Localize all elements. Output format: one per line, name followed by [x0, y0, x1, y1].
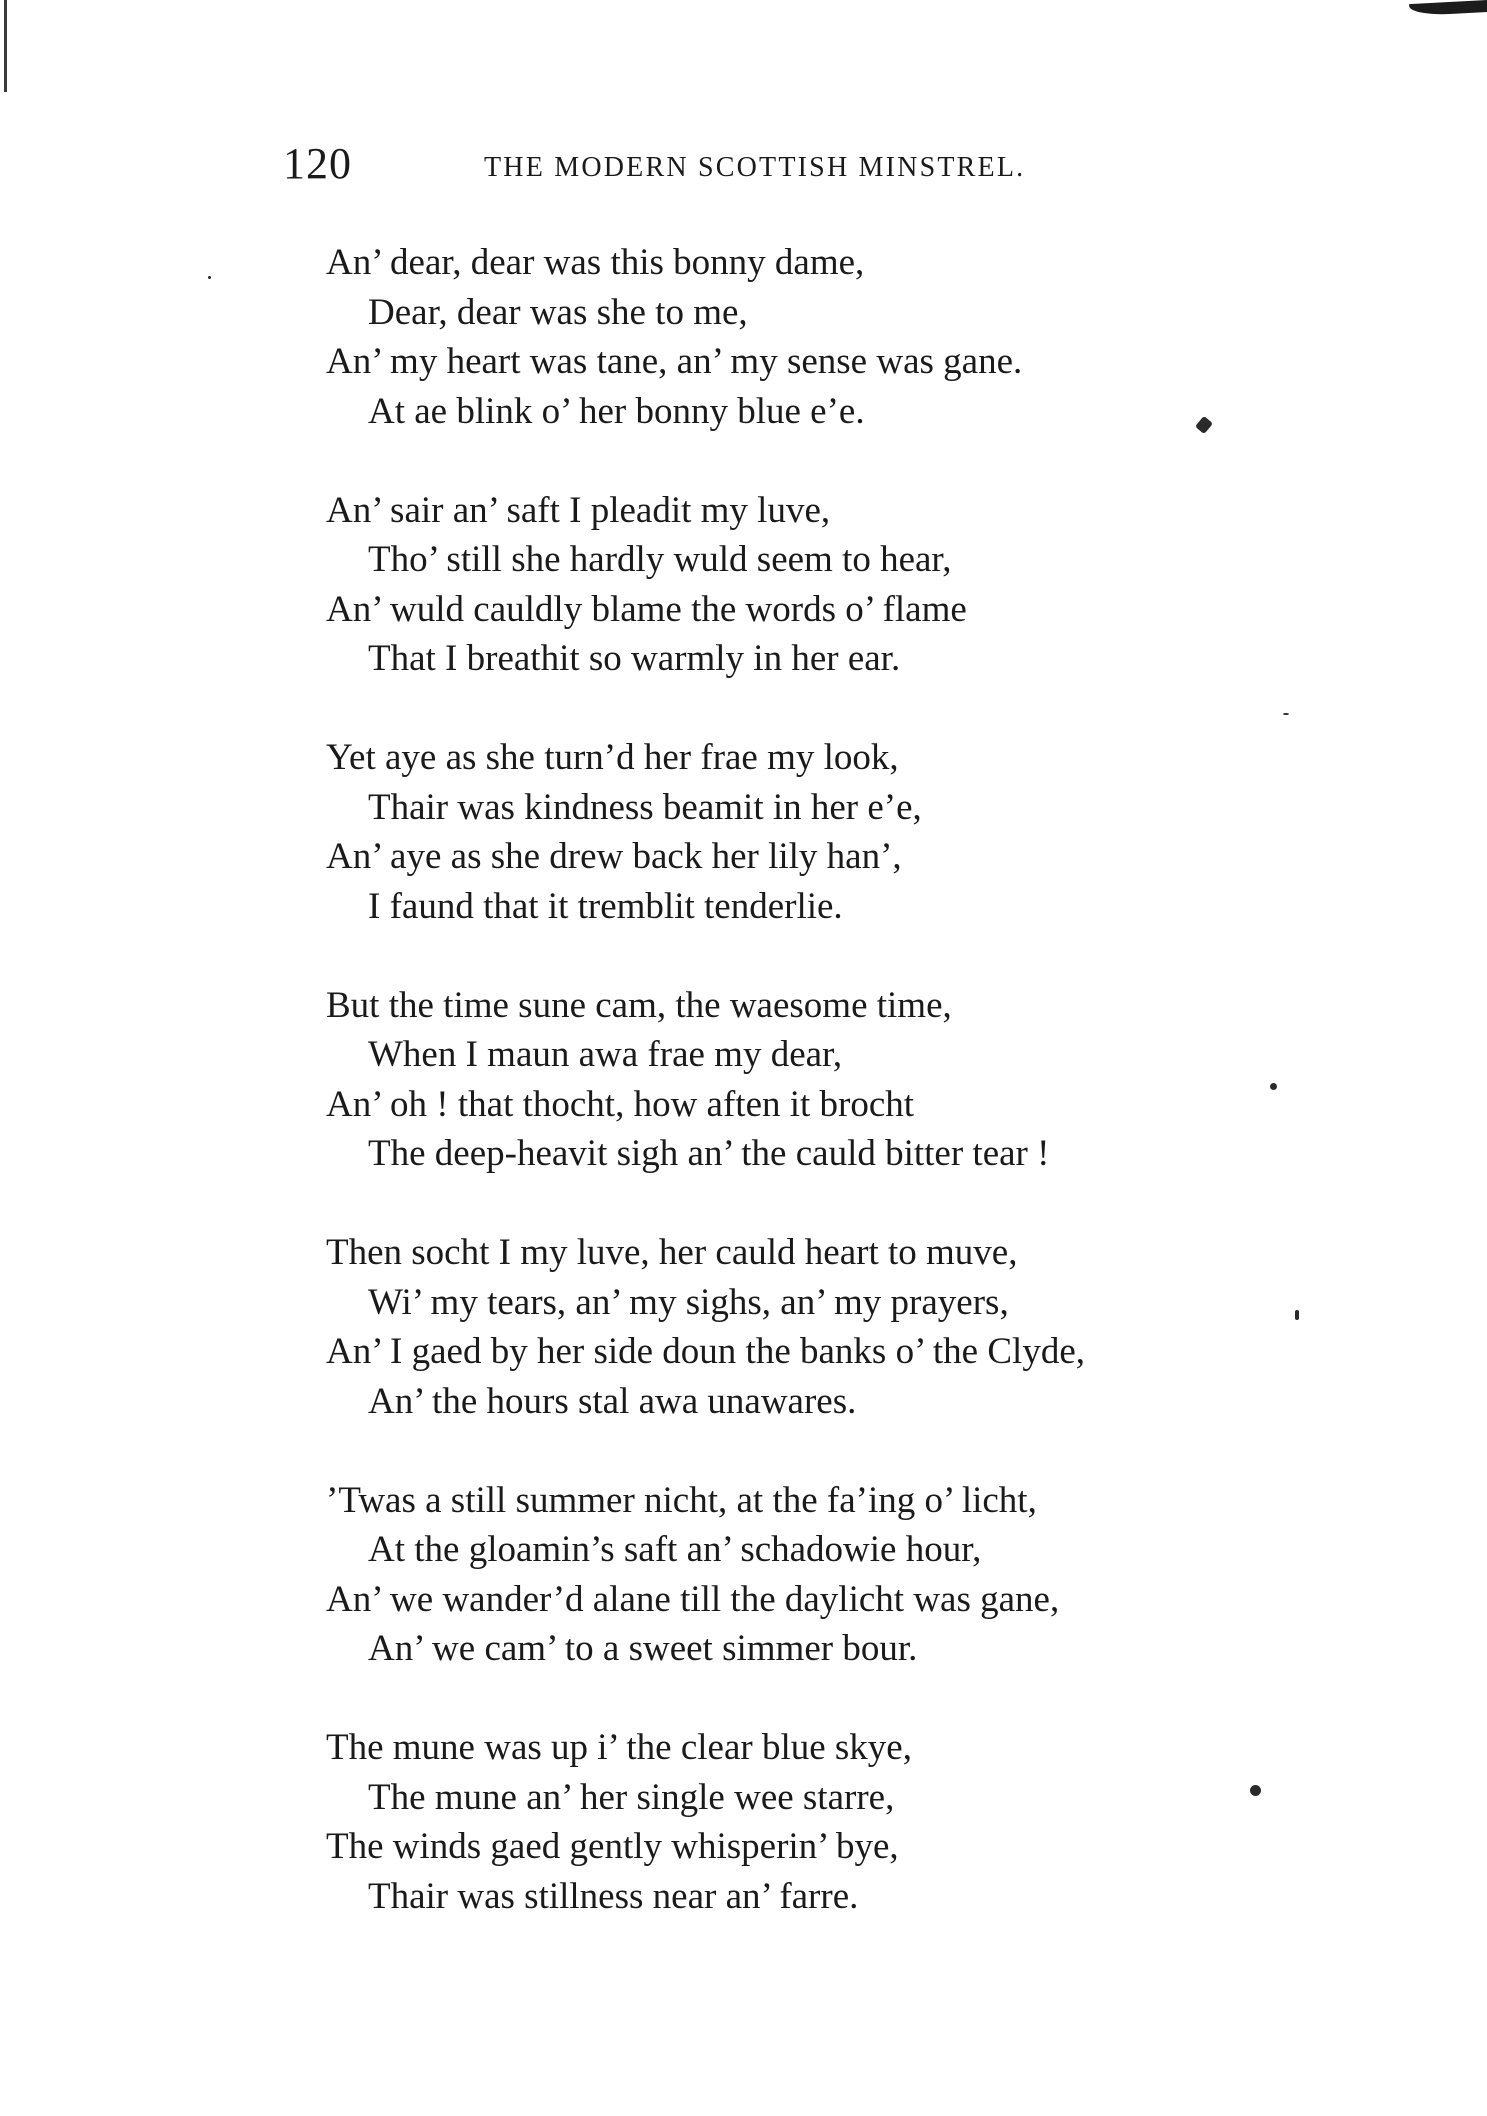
poem-line: Thair was stillness near an’ farre.	[368, 1875, 859, 1917]
poem-line: Dear, dear was she to me,	[368, 291, 748, 333]
poem-line: An’ my heart was tane, an’ my sense was gane.	[326, 341, 1023, 382]
poem-line: But the time sune cam, the waesome time,	[326, 984, 952, 1026]
poem-line: The winds gaed gently whisperin’ bye,	[326, 1826, 899, 1867]
poem-line: An’ dear, dear was this bonny dame,	[326, 242, 865, 283]
poem-line: An’ we wander’d alane till the daylicht was gane,	[326, 1578, 1060, 1620]
poem-line: ’Twas a still summer nicht, at the fa’ing o’ licht,	[326, 1479, 1037, 1521]
ink-speck	[1250, 1785, 1261, 1796]
poem-line: Tho’ still she hardly wuld seem to hear,	[368, 539, 952, 580]
poem-line: Thair was kindness beamit in her e’e,	[368, 786, 922, 828]
ink-speck	[1295, 1310, 1299, 1320]
poem-line: Yet aye as she turn’d her frae my look,	[326, 737, 899, 778]
poem-line: An’ aye as she drew back her lily han’,	[326, 836, 902, 877]
poem-line: When I maun awa frae my dear,	[368, 1034, 843, 1075]
page-header	[0, 138, 1487, 198]
stanza-6	[326, 1476, 1326, 1674]
poem-line: An’ oh ! that thocht, how aften it brocht	[326, 1083, 915, 1125]
poem-line: That I breathit so warmly in her ear.	[368, 638, 901, 679]
stanza-4	[326, 981, 1326, 1179]
poem-line: An’ we cam’ to a sweet simmer bour.	[368, 1628, 918, 1669]
poem-line: An’ the hours stal awa unawares.	[368, 1380, 857, 1422]
poem-line: Wi’ my tears, an’ my sighs, an’ my prayers,	[368, 1281, 1009, 1323]
stanza-1	[326, 238, 1326, 436]
poem-line: The deep-heavit sigh an’ the cauld bitter tear !	[368, 1133, 1050, 1174]
poem-line: At the gloamin’s saft an’ schadowie hour,	[368, 1529, 982, 1570]
stanza-5	[326, 1228, 1326, 1426]
stanza-3	[326, 733, 1326, 931]
running-title: THE MODERN SCOTTISH MINSTREL.	[484, 152, 1026, 183]
poem-line: The mune an’ her single wee starre,	[368, 1776, 895, 1818]
scan-edge-mark-left	[4, 0, 7, 92]
poem-line: An’ wuld cauldly blame the words o’ flame	[326, 588, 967, 630]
poem-line: An’ sair an’ saft I pleadit my luve,	[326, 489, 831, 531]
stanza-2	[326, 486, 1326, 684]
ink-speck	[1283, 713, 1289, 715]
stanza-7	[326, 1723, 1326, 1921]
poem-line: I faund that it tremblit tenderlie.	[368, 885, 843, 927]
poem-line: The mune was up i’ the clear blue skye,	[326, 1727, 912, 1768]
poem-line: Then socht I my luve, her cauld heart to muve,	[326, 1232, 1018, 1273]
scan-edge-mark-top-right	[1409, 0, 1487, 16]
poem-line: An’ I gaed by her side doun the banks o’ the Clyde,	[326, 1331, 1085, 1372]
ink-speck	[208, 276, 211, 279]
ink-speck	[1270, 1083, 1277, 1090]
page-number: 120	[283, 139, 352, 188]
poem-line: At ae blink o’ her bonny blue e’e.	[368, 390, 865, 432]
poem-body	[326, 238, 1326, 1971]
